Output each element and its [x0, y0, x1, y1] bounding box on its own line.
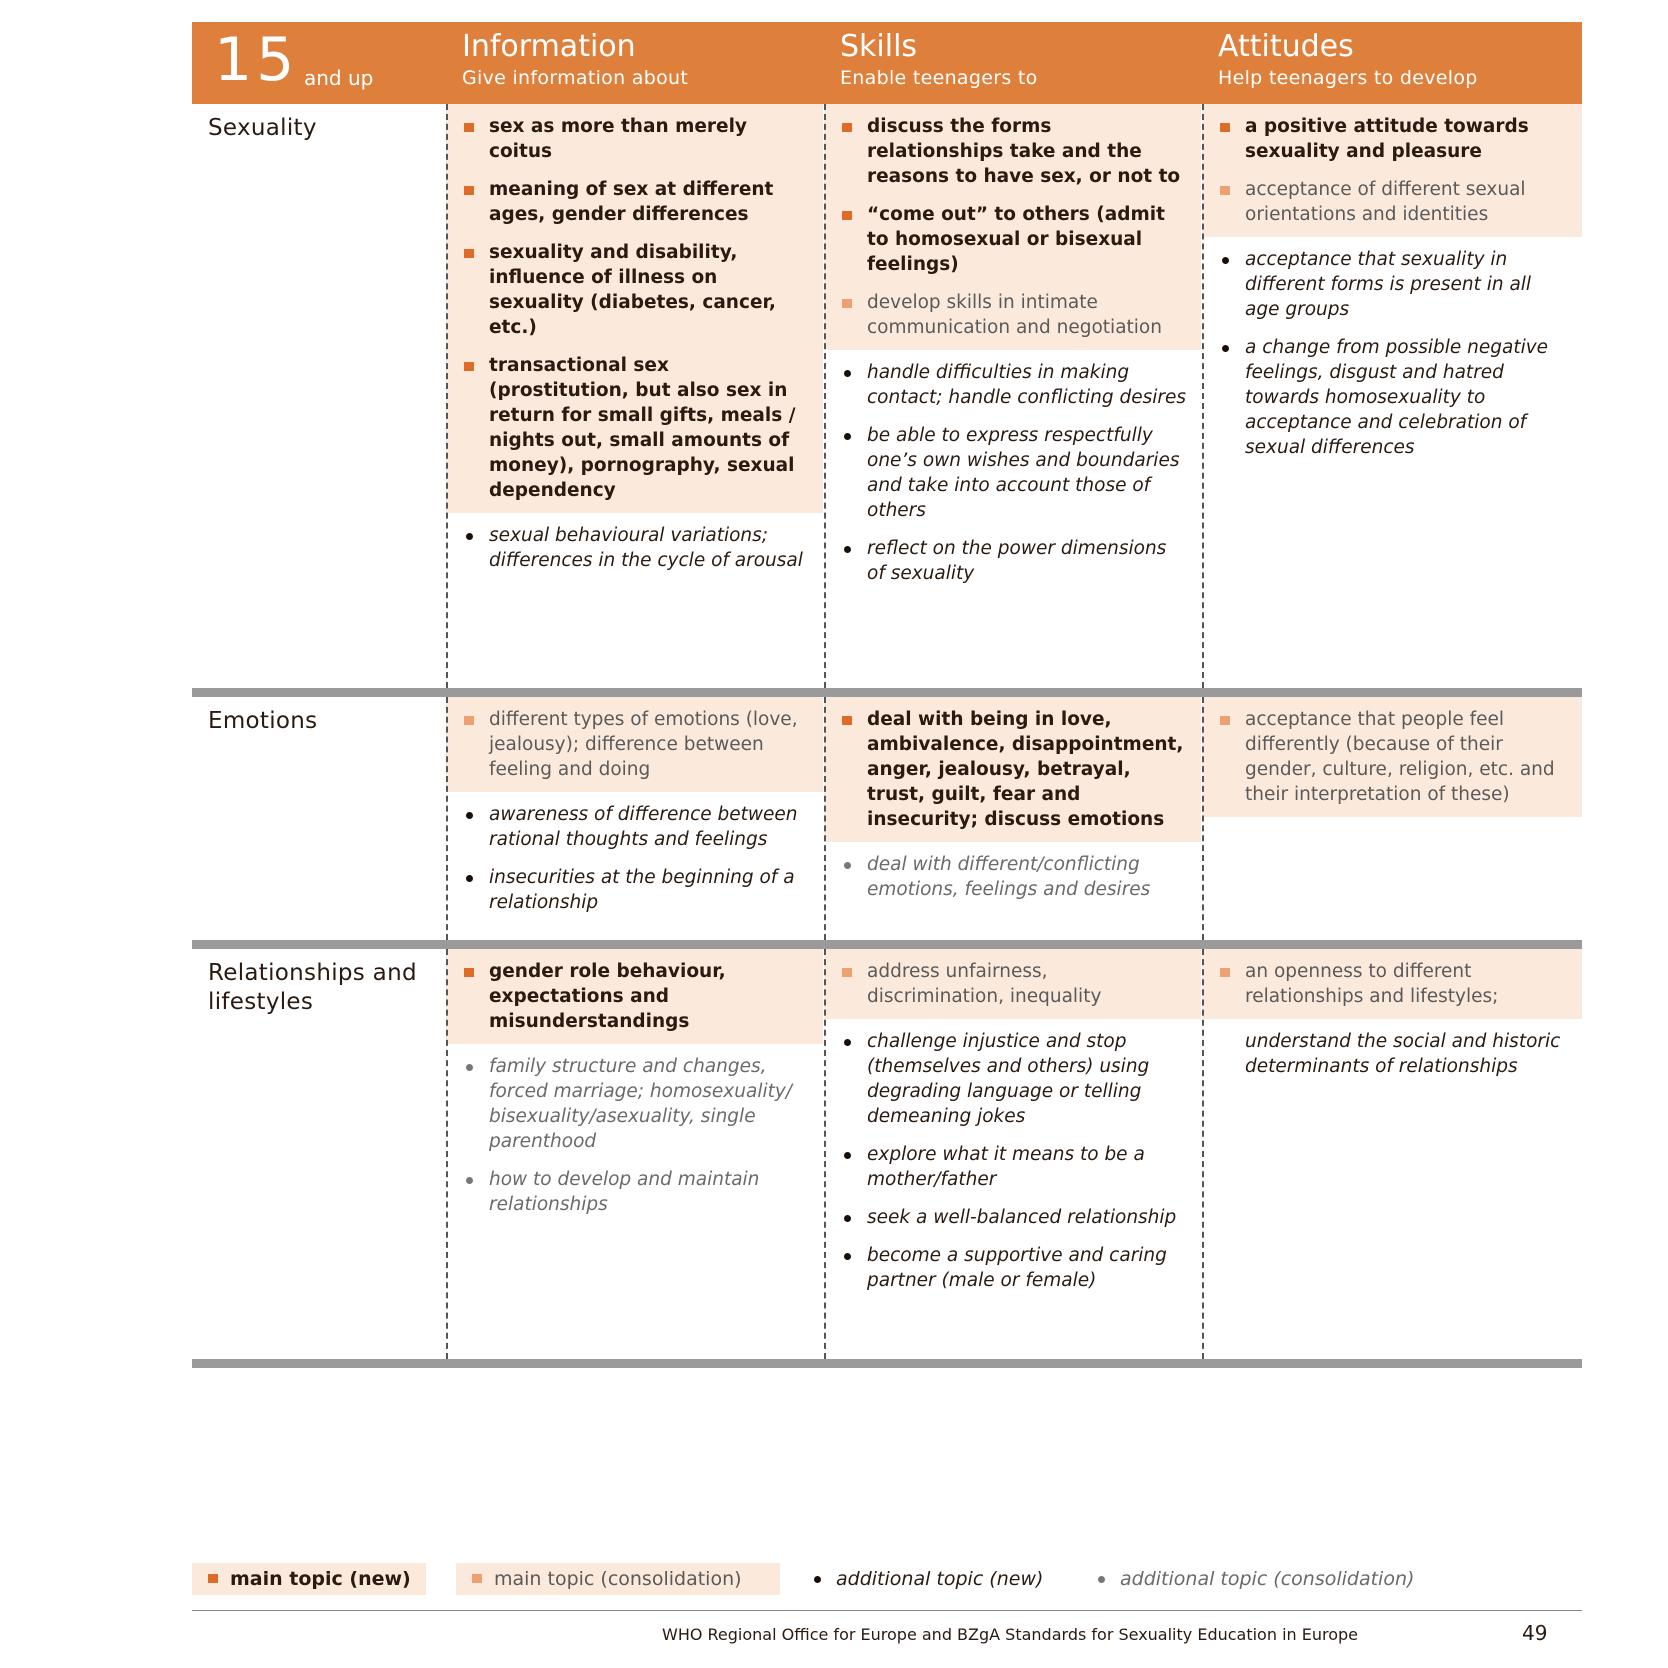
- main-topic-item: discuss the forms relationships take and the reasons to have sex, or not to: [824, 114, 1187, 189]
- main-topic-item: transactional sex (prostitution, but also sex in return for small gifts, meals / nights out, small amounts of money), pornography, sexual dependency: [446, 353, 809, 503]
- header-attitudes: [1218, 30, 1478, 89]
- additional-topic-item: awareness of difference between rational thoughts and feelings: [446, 802, 809, 852]
- additional-topics-block: [446, 513, 823, 583]
- page-number: 49: [1522, 1621, 1548, 1645]
- main-topic-item: an openness to different relationships and lifestyles;: [1202, 959, 1568, 1009]
- additional-topic-item: reflect on the power dimensions of sexuality: [824, 536, 1187, 586]
- main-topic-item: develop skills in intimate communication and negotiation: [824, 290, 1187, 340]
- column-divider: [824, 697, 826, 940]
- main-topic-item: different types of emotions (love, jealousy); difference between feeling and doing: [446, 707, 809, 782]
- legend-label: main topic (new): [230, 1568, 411, 1590]
- legend-add-cons: [1098, 1563, 1438, 1595]
- column-divider: [446, 949, 448, 1359]
- section-separator: [192, 688, 1582, 697]
- additional-topic-item: seek a well-balanced relationship: [824, 1205, 1187, 1230]
- row-label: Relationships and lifestyles: [208, 960, 417, 1015]
- main-topic-item: sexuality and disability, influence of illness on sexuality (diabetes, cancer, etc.): [446, 240, 809, 340]
- additional-topics-block: [824, 1019, 1201, 1303]
- information-title: Information: [462, 29, 636, 64]
- additional-topic-item: become a supportive and caring partner (male or female): [824, 1243, 1187, 1293]
- main-topic-item: address unfairness, discrimination, inequality: [824, 959, 1187, 1009]
- additional-topic-item: sexual behavioural variations; differences in the cycle of arousal: [446, 523, 809, 573]
- attitudes-subtitle: Help teenagers to develop: [1218, 67, 1478, 89]
- sexuality-attitudes: [1202, 104, 1582, 688]
- additional-topic-item: insecurities at the beginning of a relationship: [446, 865, 809, 915]
- main-topics-block: [1202, 104, 1582, 237]
- main-topics-block: [1202, 697, 1582, 817]
- emotions-attitudes: [1202, 697, 1582, 940]
- section-sexuality: [192, 104, 1582, 688]
- column-divider: [1202, 697, 1204, 940]
- bullet-icon: [814, 1576, 821, 1583]
- legend-add-new: [812, 1563, 1062, 1595]
- relationships-information: [446, 949, 823, 1359]
- header-information: [462, 30, 688, 89]
- main-topic-item: acceptance that people feel differently (because of their gender, culture, religion, etc. and their interpretation of these): [1202, 707, 1568, 807]
- footer-rule: [192, 1610, 1582, 1611]
- main-topics-block: [446, 104, 823, 513]
- main-topic-item: meaning of sex at different ages, gender differences: [446, 177, 809, 227]
- additional-topic-item: deal with different/conflicting emotions, feelings and desires: [824, 852, 1187, 902]
- age-number: 15: [214, 25, 299, 95]
- column-divider: [1202, 949, 1204, 1359]
- footer-text: WHO Regional Office for Europe and BZgA Standards for Sexuality Education in Europe: [662, 1625, 1359, 1644]
- main-topics-block: [824, 697, 1201, 842]
- legend-label: main topic (consolidation): [494, 1568, 742, 1590]
- main-topic-item: a positive attitude towards sexuality and pleasure: [1202, 114, 1568, 164]
- main-topics-block: [824, 949, 1201, 1019]
- relationships-attitudes: [1202, 949, 1582, 1359]
- legend-main-new: [192, 1563, 426, 1595]
- main-topic-item: gender role behaviour, expectations and misunderstandings: [446, 959, 809, 1034]
- row-label: Sexuality: [208, 115, 317, 141]
- column-divider: [824, 104, 826, 688]
- additional-topics-block: [446, 792, 823, 925]
- sexuality-skills: [824, 104, 1201, 688]
- main-topics-block: [446, 949, 823, 1044]
- main-topics-block: [1202, 949, 1582, 1019]
- additional-topic-item: understand the social and historic determinants of relationships: [1245, 1031, 1561, 1077]
- section-separator: [192, 940, 1582, 949]
- additional-topic-item: be able to express respectfully one’s own wishes and boundaries and take into account those of others: [824, 423, 1187, 523]
- legend-label: additional topic (new): [836, 1568, 1044, 1590]
- sexuality-information: [446, 104, 823, 688]
- legend-main-cons: [456, 1563, 780, 1595]
- additional-topic-item: a change from possible negative feelings, disgust and hatred towards homosexuality to acceptance and celebration of sexual differences: [1202, 335, 1568, 460]
- main-topic-item: deal with being in love, ambivalence, disappointment, anger, jealousy, betrayal, trust, guilt, fear and insecurity; discuss emotions: [824, 707, 1187, 832]
- additional-topics-block: [824, 350, 1201, 596]
- main-topic-item: acceptance of different sexual orientations and identities: [1202, 177, 1568, 227]
- column-divider: [1202, 104, 1204, 688]
- header-band: [192, 22, 1582, 104]
- header-skills: [840, 30, 1038, 89]
- emotions-skills: [824, 697, 1201, 940]
- skills-title: Skills: [840, 29, 918, 64]
- main-topics-block: [824, 104, 1201, 350]
- emotions-information: [446, 697, 823, 940]
- section-relationships: [192, 949, 1582, 1359]
- bullet-icon: [1098, 1576, 1105, 1583]
- additional-topic-item: handle difficulties in making contact; handle conflicting desires: [824, 360, 1187, 410]
- main-topic-item: “come out” to others (admit to homosexual or bisexual feelings): [824, 202, 1187, 277]
- age-suffix: and up: [304, 66, 374, 90]
- square-marker-icon: [208, 1574, 218, 1583]
- column-divider: [446, 697, 448, 940]
- square-marker-icon: [472, 1574, 482, 1583]
- section-emotions: [192, 697, 1582, 940]
- additional-topics-block: [1202, 1019, 1582, 1089]
- column-divider: [446, 104, 448, 688]
- column-divider: [824, 949, 826, 1359]
- additional-topics-block: [446, 1044, 823, 1227]
- attitudes-title: Attitudes: [1218, 29, 1354, 64]
- legend-label: additional topic (consolidation): [1120, 1568, 1415, 1590]
- additional-topic-item: explore what it means to be a mother/father: [824, 1142, 1187, 1192]
- additional-topic-item: how to develop and maintain relationships: [446, 1167, 809, 1217]
- skills-subtitle: Enable teenagers to: [840, 67, 1038, 89]
- additional-topics-block: [824, 842, 1201, 912]
- section-separator: [192, 1359, 1582, 1368]
- main-topic-item: sex as more than merely coitus: [446, 114, 809, 164]
- additional-topic-item: acceptance that sexuality in different forms is present in all age groups: [1202, 247, 1568, 322]
- additional-topic-item: challenge injustice and stop (themselves and others) using degrading language or telling demeaning jokes: [824, 1029, 1187, 1129]
- relationships-skills: [824, 949, 1201, 1359]
- information-subtitle: Give information about: [462, 67, 689, 89]
- additional-topics-block: [1202, 237, 1582, 470]
- additional-topic-item: family structure and changes, forced marriage; homosexuality/ bisexuality/asexuality, single parenthood: [446, 1054, 809, 1154]
- row-label: Emotions: [208, 708, 318, 734]
- main-topics-block: [446, 697, 823, 792]
